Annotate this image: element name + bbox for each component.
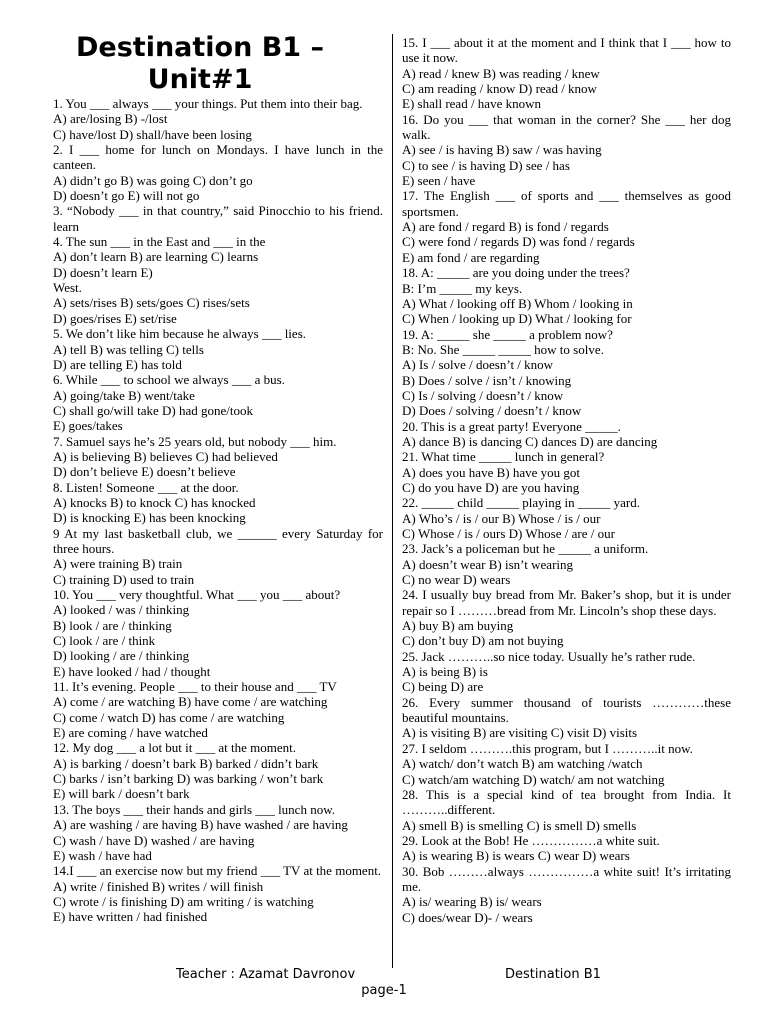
text-line: A) smell B) is smelling C) is smell D) smells xyxy=(402,817,637,833)
text-line: C) do you have D) are you having xyxy=(402,479,580,495)
text-line: C) am reading / know D) read / know xyxy=(402,81,597,97)
text-line: 7. Samuel says he’s 25 years old, but nobody ___ him. xyxy=(53,433,337,449)
text-line: A) dance B) is dancing C) dances D) are dancing xyxy=(402,433,658,449)
text-line: 3. “Nobody ___ in that country,” said Pinocchio to his friend. learn xyxy=(53,203,383,234)
text-line: C) shall go/will take D) had gone/took xyxy=(53,402,254,418)
text-line: A) Is / solve / doesn’t / know xyxy=(402,357,554,373)
text-line: A) is/ wearing B) is/ wears xyxy=(402,894,542,910)
text-line: E) wash / have had xyxy=(53,847,152,863)
text-line: E) are coming / have watched xyxy=(53,725,208,741)
text-line: A) is believing B) believes C) had believed xyxy=(53,448,278,464)
text-line: D) don’t believe E) doesn’t believe xyxy=(53,464,236,480)
text-line: D) are telling E) has told xyxy=(53,356,182,372)
text-line: C) have/lost D) shall/have been losing xyxy=(53,126,252,142)
text-line: 30. Bob ………always ……………a white suit! It’s irritating me. xyxy=(402,863,731,894)
text-line: A) buy B) am buying xyxy=(402,618,514,634)
text-line: 21. What time _____ lunch in general? xyxy=(402,449,605,465)
text-line: B: No. She _____ _____ how to solve. xyxy=(402,341,604,357)
text-line: A) doesn’t wear B) isn’t wearing xyxy=(402,556,574,572)
text-line: 5. We don’t like him because he always ___ lies. xyxy=(53,326,306,342)
footer-book: Destination B1 xyxy=(505,967,601,982)
text-line: 18. A: _____ are you doing under the trees? xyxy=(402,265,630,281)
text-line: 8. Listen! Someone ___ at the door. xyxy=(53,479,239,495)
text-line: A) Who’s / is / our B) Whose / is / our xyxy=(402,510,601,526)
text-line: A) read / knew B) was reading / knew xyxy=(402,65,600,81)
text-line: 23. Jack’s a policeman but he _____ a uniform. xyxy=(402,541,649,557)
text-line: D) doesn’t learn E) xyxy=(53,264,153,280)
text-line: A) is visiting B) are visiting C) visit D) visits xyxy=(402,725,638,741)
text-line: E) have written / had finished xyxy=(53,909,208,925)
text-line: A) looked / was / thinking xyxy=(53,602,190,618)
text-line: B) Does / solve / isn’t / knowing xyxy=(402,372,572,388)
text-line: C) don’t buy D) am not buying xyxy=(402,633,564,649)
text-line: 11. It’s evening. People ___ to their house and ___ TV xyxy=(53,679,337,695)
text-line: 9 At my last basketball club, we ______ every Saturday for three hours. xyxy=(53,525,383,556)
text-line: 2. I ___ home for lunch on Mondays. I have lunch in the canteen. xyxy=(53,142,383,173)
left-column xyxy=(53,96,383,925)
text-line: C) being D) are xyxy=(402,679,484,695)
text-line: West. xyxy=(53,280,82,296)
text-line: E) seen / have xyxy=(402,173,476,189)
text-line: D) looking / are / thinking xyxy=(53,648,190,664)
text-line: C) were fond / regards D) was fond / regards xyxy=(402,234,635,250)
text-line: E) have looked / had / thought xyxy=(53,663,211,679)
text-line: A) are fond / regard B) is fond / regards xyxy=(402,219,609,235)
text-line: 19. A: _____ she _____ a problem now? xyxy=(402,326,613,342)
text-line: A) are/losing B) -/lost xyxy=(53,111,168,127)
text-line: A) don’t learn B) are learning C) learns xyxy=(53,249,259,265)
text-line: E) will bark / doesn’t bark xyxy=(53,786,190,802)
text-line: 24. I usually buy bread from Mr. Baker’s shop, but it is under repair so I ………bread from Mr. Lincoln’s shop these days. xyxy=(402,587,731,618)
text-line: A) is barking / doesn’t bark B) barked / didn’t bark xyxy=(53,755,319,771)
text-line: B) look / are / thinking xyxy=(53,617,172,633)
column-divider xyxy=(392,34,393,968)
text-line: C) to see / is having D) see / has xyxy=(402,157,570,173)
text-line: A) write / finished B) writes / will finish xyxy=(53,878,264,894)
text-line: A) are washing / are having B) have washed / are having xyxy=(53,817,348,833)
text-line: C) come / watch D) has come / are watching xyxy=(53,709,285,725)
text-line: 27. I seldom ……….this program, but I ………..it now. xyxy=(402,740,693,756)
text-line: 26. Every summer thousand of tourists …………these beautiful mountains. xyxy=(402,694,731,726)
text-line: 22. _____ child _____ playing in _____ yard. xyxy=(402,495,640,511)
text-line: 15. I ___ about it at the moment and I think that I ___ how to use it now. xyxy=(402,35,731,66)
text-line: C) Is / solving / doesn’t / know xyxy=(402,387,564,403)
text-line: B: I’m _____ my keys. xyxy=(402,280,523,296)
text-line: 25. Jack ………..so nice today. Usually he’s rather rude. xyxy=(402,648,696,664)
text-line: 1. You ___ always ___ your things. Put them into their bag. xyxy=(53,96,363,111)
right-column xyxy=(402,35,731,925)
text-line: D) goes/rises E) set/rise xyxy=(53,310,177,326)
text-line: A) is being B) is xyxy=(402,664,488,680)
text-line: A) watch/ don’t watch B) am watching /watch xyxy=(402,756,643,772)
text-line: D) Does / solving / doesn’t / know xyxy=(402,403,582,419)
text-line: A) sets/rises B) sets/goes C) rises/sets xyxy=(53,295,250,311)
text-line: 13. The boys ___ their hands and girls ___ lunch now. xyxy=(53,801,335,817)
text-line: 29. Look at the Bob! He ……………a white suit. xyxy=(402,832,660,848)
text-line: A) does you have B) have you got xyxy=(402,464,580,480)
text-line: C) wash / have D) washed / are having xyxy=(53,832,255,848)
text-line: 16. Do you ___ that woman in the corner? She ___ her dog walk. xyxy=(402,111,731,143)
text-line: A) knocks B) to knock C) has knocked xyxy=(53,494,256,510)
text-line: C) Whose / is / ours D) Whose / are / our xyxy=(402,526,615,541)
text-line: E) goes/takes xyxy=(53,418,123,434)
text-line: 28. This is a special kind of tea brought from India. It ………..different. xyxy=(402,786,731,818)
footer-teacher: Teacher : Azamat Davronov xyxy=(176,967,356,982)
text-line: C) does/wear D)- / wears xyxy=(402,909,533,925)
text-line: C) training D) used to train xyxy=(53,571,195,587)
text-line: 12. My dog ___ a lot but it ___ at the moment. xyxy=(53,740,297,756)
text-line: C) no wear D) wears xyxy=(402,572,511,588)
text-line: 4. The sun ___ in the East and ___ in the xyxy=(53,234,266,250)
footer-page-number: page-1 xyxy=(361,983,407,998)
page-title: Destination B1 – Unit#1 xyxy=(76,32,324,95)
text-line: A) see / is having B) saw / was having xyxy=(402,142,602,158)
text-line: D) is knocking E) has been knocking xyxy=(53,510,246,526)
text-line: A) tell B) was telling C) tells xyxy=(53,341,204,357)
text-line: 10. You ___ very thoughtful. What ___ you ___ about? xyxy=(53,587,341,602)
text-line: E) shall read / have known xyxy=(402,96,541,112)
text-line: C) watch/am watching D) watch/ am not watching xyxy=(402,771,665,787)
text-line: A) were training B) train xyxy=(53,556,183,572)
text-line: 20. This is a great party! Everyone _____. xyxy=(402,418,621,434)
text-line: C) look / are / think xyxy=(53,633,156,649)
text-line: E) am fond / are regarding xyxy=(402,249,540,265)
text-line: A) come / are watching B) have come / are watching xyxy=(53,694,328,710)
text-line: A) didn’t go B) was going C) don’t go xyxy=(53,172,253,188)
text-line: 17. The English ___ of sports and ___ themselves as good sportsmen. xyxy=(402,188,731,219)
text-line: A) is wearing B) is wears C) wear D) wears xyxy=(402,848,630,864)
text-line: D) doesn’t go E) will not go xyxy=(53,188,200,204)
text-line: A) going/take B) went/take xyxy=(53,387,195,403)
text-line: C) When / looking up D) What / looking for xyxy=(402,311,632,327)
text-line: 6. While ___ to school we always ___ a bus. xyxy=(53,372,285,388)
text-line: C) wrote / is finishing D) am writing / is watching xyxy=(53,893,314,909)
text-line: 14.I ___ an exercise now but my friend ___ TV at the moment. xyxy=(53,863,382,879)
text-line: A) What / looking off B) Whom / looking in xyxy=(402,295,633,311)
text-line: C) barks / isn’t barking D) was barking / won’t bark xyxy=(53,771,324,787)
